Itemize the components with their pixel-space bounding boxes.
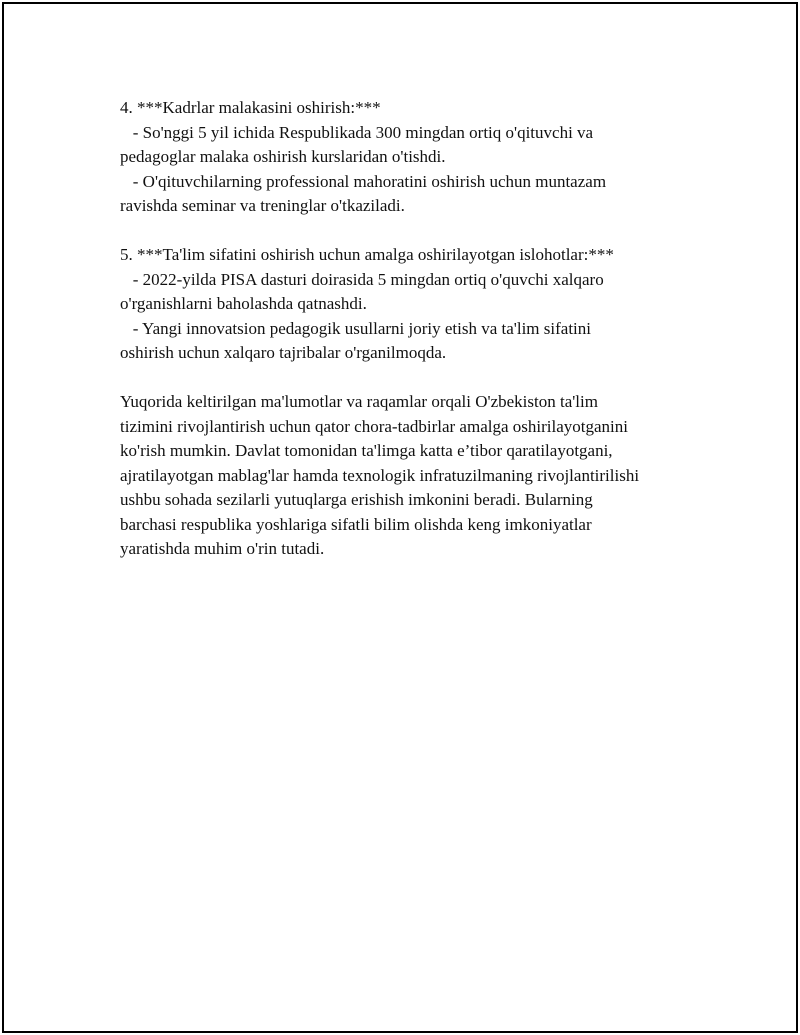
conclusion-line: barchasi respublika yoshlariga sifatli bilim olishda keng imkoniyatlar [120,514,592,534]
conclusion-line: tizimini rivojlantirish uchun qator chora-tadbirlar amalga oshirilayotganini [120,416,628,436]
section-5-bullet-1 [120,268,720,317]
conclusion-line: Yuqorida keltirilgan ma'lumotlar va raqamlar orqali O'zbekiston ta'lim [120,392,598,411]
bullet-line: pedagoglar malaka oshirish kurslaridan o'tishdi. [120,147,446,166]
bullet-line: oshirish uchun xalqaro tajribalar o'rganilmoqda. [120,343,447,362]
bullet-line: o'rganishlarni baholashda qatnashdi. [120,294,367,313]
section-4-bullet-1 [120,121,720,170]
section-4 [120,96,720,219]
section-5-heading: 5. ***Ta'lim sifatini oshirish uchun amalga oshirilayotgan islohotlar:*** [120,245,614,264]
document-page [2,2,798,1033]
section-5 [120,243,720,366]
conclusion-line: yaratishda muhim o'rin tutadi. [120,539,325,558]
bullet-line: - O'qituvchilarning professional mahoratini oshirish uchun muntazam [120,171,607,191]
section-5-bullet-2 [120,317,720,366]
conclusion-line: ushbu sohada sezilarli yutuqlarga erishish imkonini beradi. Bularning [120,490,593,509]
bullet-line: - So'nggi 5 yil ichida Respublikada 300 mingdan ortiq o'qituvchi va [120,122,594,142]
conclusion-paragraph [120,390,720,562]
section-4-heading: 4. ***Kadrlar malakasini oshirish:*** [120,98,381,117]
section-4-bullet-2 [120,170,720,219]
bullet-line: - Yangi innovatsion pedagogik usullarni joriy etish va ta'lim sifatini [120,318,591,338]
conclusion-line: ajratilayotgan mablag'lar hamda texnologik infratuzilmaning rivojlantirilishi [120,465,640,485]
paragraph-spacer [120,219,720,244]
document-body [120,96,720,562]
bullet-line: - 2022-yilda PISA dasturi doirasida 5 mingdan ortiq o'quvchi xalqaro [120,269,604,289]
bullet-line: ravishda seminar va treninglar o'tkaziladi. [120,196,405,215]
conclusion-line: ko'rish mumkin. Davlat tomonidan ta'limga katta e’tibor qaratilayotgani, [120,441,613,460]
paragraph-spacer [120,366,720,391]
